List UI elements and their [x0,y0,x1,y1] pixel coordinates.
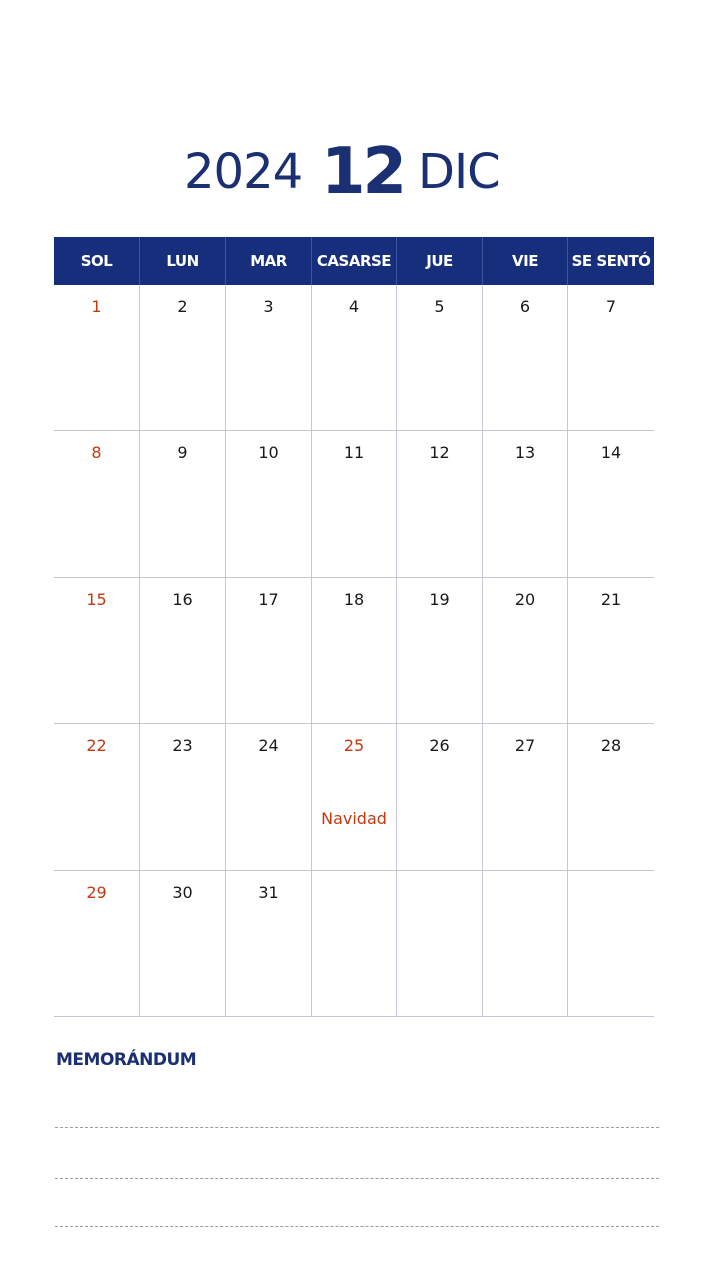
day-cell[interactable] [568,431,654,577]
day-number: 1 [91,297,102,316]
day-cell[interactable] [483,578,568,724]
day-number: 11 [343,443,365,463]
weekday-sat: SE SENTÓ [571,252,651,270]
day-cell[interactable] [397,285,483,431]
holiday-label: Navidad [321,809,387,829]
day-cell[interactable] [483,871,568,1017]
day-cell[interactable] [140,285,226,431]
day-cell[interactable] [140,578,226,724]
memo-title: MEMORÁNDUM [56,1050,197,1070]
day-cell[interactable] [54,578,140,724]
day-number: 6 [519,297,531,316]
day-number: 18 [343,589,365,609]
weekday-sun: SOL [54,237,140,285]
day-number: 3 [263,297,274,316]
calendar-grid [54,237,654,1017]
day-number: 8 [91,443,102,463]
day-cell[interactable] [483,724,568,870]
day-number: 30 [172,882,193,902]
day-cell[interactable] [312,578,397,724]
day-number: 5 [434,297,445,316]
day-number: 9 [177,443,188,463]
day-cell[interactable] [568,724,654,870]
day-number: 10 [258,443,279,463]
day-cell[interactable] [226,578,312,724]
day-number: 17 [258,589,279,609]
day-number: 19 [429,589,450,609]
day-number: 20 [514,589,536,609]
weekday-fri: VIE [483,237,568,285]
day-cell[interactable] [140,724,226,870]
day-number: 27 [514,736,536,756]
day-number: 24 [258,736,279,756]
day-number: 22 [86,736,107,756]
day-cell[interactable] [312,871,397,1017]
day-cell[interactable] [54,431,140,577]
weekday-wed: CASARSE [312,237,397,285]
day-cell[interactable] [140,871,226,1017]
day-cell[interactable] [483,431,568,577]
year-label: 2024 [184,144,303,200]
day-cell[interactable] [312,285,397,431]
day-cell[interactable] [54,871,140,1017]
day-cell[interactable] [226,724,312,870]
day-number: 29 [86,882,107,902]
weekday-header-row [54,237,654,285]
day-cell[interactable] [54,724,140,870]
day-number: 13 [514,443,536,463]
day-cell[interactable] [568,871,654,1017]
day-number: 12 [429,443,450,463]
day-cell[interactable] [226,431,312,577]
day-cell[interactable] [397,578,483,724]
days-grid [54,285,654,1017]
day-number: 16 [172,589,193,609]
day-number: 31 [258,882,279,902]
day-cell[interactable] [397,724,483,870]
day-cell[interactable] [568,578,654,724]
memo-line[interactable] [55,1178,659,1179]
day-cell[interactable] [226,285,312,431]
weekday-tue: MAR [226,237,312,285]
day-number: 14 [600,443,622,463]
day-cell[interactable] [312,724,397,870]
day-number: 2 [177,297,188,316]
calendar-header [0,135,705,210]
day-number: 4 [348,297,360,316]
day-number: 28 [600,736,622,756]
day-number: 7 [605,297,617,316]
day-cell[interactable] [483,285,568,431]
month-abbreviation: DIC [418,144,500,200]
day-cell[interactable] [568,285,654,431]
day-cell[interactable] [397,431,483,577]
month-number: 12 [321,135,405,209]
day-number: 25 [343,736,365,756]
day-number: 26 [429,736,450,756]
day-cell[interactable] [312,431,397,577]
weekday-mon: LUN [140,237,226,285]
day-cell[interactable] [140,431,226,577]
day-cell[interactable] [397,871,483,1017]
day-number: 15 [86,589,107,609]
day-cell[interactable] [54,285,140,431]
memo-line[interactable] [55,1127,659,1128]
day-number: 21 [600,589,622,609]
memo-line[interactable] [55,1226,659,1227]
day-cell[interactable] [226,871,312,1017]
day-number: 23 [172,736,193,756]
weekday-thu: JUE [397,237,483,285]
